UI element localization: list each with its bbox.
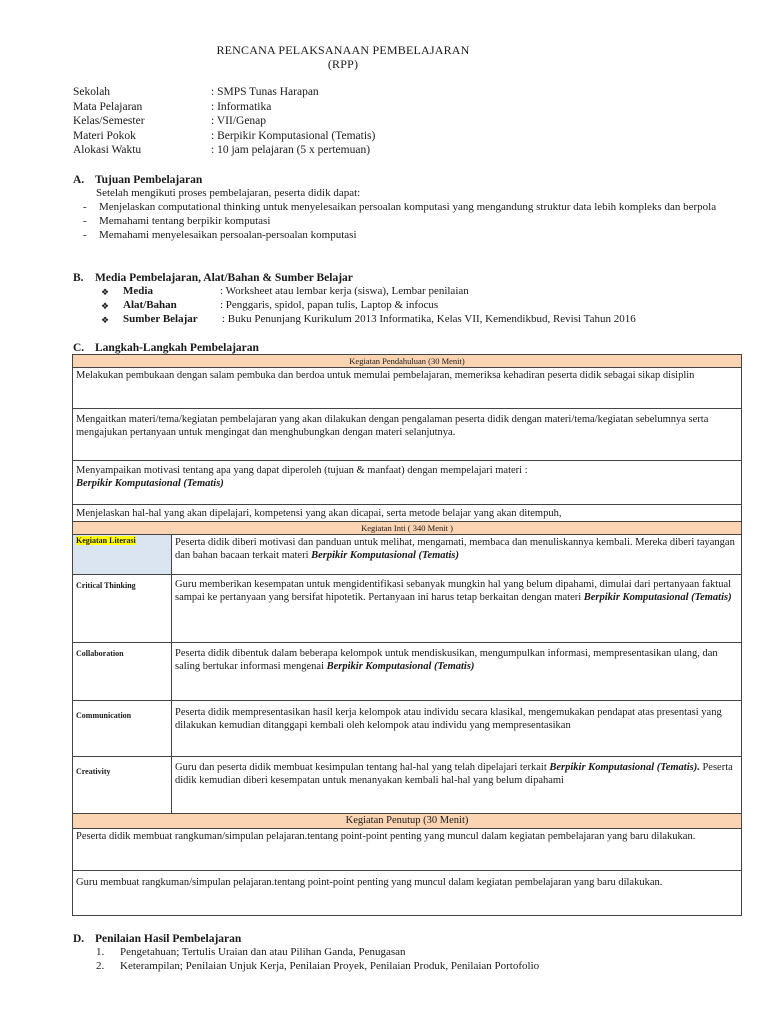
section-title: Penilaian Hasil Pembelajaran — [95, 933, 242, 945]
penutup-row: Peserta didik membuat rangkuman/simpulan pelajaran.tentang point-point penting yang muncul dalam kegiatan pembelajaran yang baru dilakukan. — [73, 829, 742, 871]
section-title: Langkah-Langkah Pembelajaran — [95, 342, 259, 354]
pendahuluan-row: Mengaitkan materi/tema/kegiatan pembelajaran yang akan dilakukan dengan pengalaman peserta didik dengan materi/tema/kegiatan sebelumnya serta mengajukan pertanyaan untuk mengingat dan menghubungkan dengan materi selanjutnya. — [73, 409, 742, 461]
list-item-text: Menjelaskan computational thinking untuk menyelesaikan persoalan komputasi yang mengandung struktur data lebih kompleks dan berpola — [99, 201, 717, 213]
media-label: Sumber Belajar — [123, 313, 198, 325]
document-subtitle: (RPP) — [327, 57, 359, 71]
section-b-heading — [73, 271, 353, 285]
inti-text-after: Peserta didik kemudian diberi kesempatan untuk menanyakan kembali hal-hal yang belum dipahami — [175, 762, 733, 787]
dash-marker: - — [83, 228, 87, 241]
info-label: Mata Pelajaran — [73, 100, 143, 113]
inti-emphasis: Berpikir Komputasional (Tematis) — [311, 550, 459, 562]
info-value: : Informatika — [211, 100, 272, 113]
info-value: : 10 jam pelajaran (5 x pertemuan) — [211, 144, 371, 156]
inti-label-cell — [73, 535, 172, 575]
penilaian-list — [96, 946, 539, 974]
media-list — [101, 285, 636, 327]
inti-label-cell: Creativity — [73, 757, 172, 814]
section-a-intro: Setelah mengikuti proses pembelajaran, peserta didik dapat: — [96, 187, 361, 199]
info-row-alokasi — [73, 143, 375, 158]
inti-label-cell: Communication — [73, 701, 172, 757]
list-item — [83, 229, 739, 243]
media-label: Media — [123, 285, 153, 297]
info-value: : SMPS Tunas Harapan — [211, 86, 319, 98]
list-number: 2. — [96, 960, 105, 972]
pendahuluan-row: Menjelaskan hal-hal yang akan dipelajari, kompetensi yang akan dicapai, serta metode belajar yang akan ditempuh, — [73, 505, 742, 522]
inti-label-cell: Critical Thinking — [73, 575, 172, 643]
section-title: Media Pembelajaran, Alat/Bahan & Sumber Belajar — [95, 272, 353, 284]
list-item — [83, 215, 739, 229]
info-label: Sekolah — [73, 86, 111, 98]
info-row-mapel — [73, 100, 375, 115]
list-item-text: Memahami menyelesaikan persoalan-persoalan komputasi — [99, 228, 357, 241]
pendahuluan-row: Melakukan pembukaan dengan salam pembuka dan berdoa untuk memulai pembelajaran, memeriksa kehadiran peserta didik sebagai sikap disiplin — [73, 368, 742, 409]
section-letter: A. — [73, 174, 85, 186]
pendahuluan-emphasis: Berpikir Komputasional (Tematis) — [76, 478, 224, 490]
diamond-bullet-icon: ❖ — [101, 315, 110, 325]
inti-emphasis: Berpikir Komputasional (Tematis). — [549, 762, 700, 774]
media-item — [101, 285, 636, 299]
media-item — [101, 299, 636, 313]
list-item — [96, 946, 539, 960]
diamond-bullet-icon: ❖ — [101, 287, 110, 297]
inti-header: Kegiatan Inti ( 340 Menit ) — [73, 522, 742, 535]
inti-label: Kegiatan Literasi — [76, 536, 136, 546]
media-item — [101, 313, 636, 327]
media-value: : Penggaris, spidol, papan tulis, Laptop & infocus — [220, 299, 439, 311]
inti-text-cell — [172, 701, 742, 757]
info-label: Kelas/Semester — [73, 115, 145, 127]
media-value: : Worksheet atau lembar kerja (siswa), Lembar penilaian — [220, 285, 469, 297]
inti-text-cell — [172, 757, 742, 814]
pendahuluan-text: Menyampaikan motivasi tentang apa yang dapat diperoleh (tujuan & manfaat) dengan mempelajari materi : — [76, 465, 528, 476]
list-item — [83, 201, 739, 215]
section-a-heading — [73, 173, 202, 187]
inti-text: Peserta didik mempresentasikan hasil kerja kelompok atau individu secara klasikal, mengemukakan pendapat atas presentasi yang dilakukan kemudian ditanggapi kembali oleh kelompok atau individu yang mempresentasikan — [175, 707, 722, 732]
inti-emphasis: Berpikir Komputasional (Tematis) — [326, 661, 475, 673]
list-number: 1. — [96, 946, 105, 958]
inti-text: Peserta didik diberi motivasi dan panduan untuk melihat, mengamati, membaca dan menuliskannya kembali. Mereka diberi tayangan dan bahan bacaan terkait materi — [175, 537, 735, 562]
penutup-row: Guru membuat rangkuman/simpulan pelajaran.tentang point-point penting yang muncul dalam kegiatan pembelajaran yang baru dilakukan. — [73, 871, 742, 916]
inti-text: Guru dan peserta didik membuat kesimpulan tentang hal-hal yang telah dipelajari terkait — [175, 762, 550, 774]
info-label: Alokasi Waktu — [73, 144, 142, 156]
pendahuluan-header: Kegiatan Pendahuluan (30 Menit) — [73, 355, 742, 368]
inti-text-cell — [172, 575, 742, 643]
media-label: Alat/Bahan — [123, 299, 177, 311]
list-item-text: Keterampilan; Penilaian Unjuk Kerja, Penilaian Proyek, Penilaian Produk, Penilaian Portofolio — [120, 960, 540, 972]
section-title: Tujuan Pembelajaran — [95, 174, 203, 186]
info-row-materi — [73, 129, 375, 144]
info-label: Materi Pokok — [73, 129, 136, 142]
pendahuluan-row-motivasi — [73, 461, 742, 505]
section-d-heading — [73, 932, 241, 946]
inti-text-cell — [172, 643, 742, 701]
list-item-text: Pengetahuan; Tertulis Uraian dan atau Pilihan Ganda, Penugasan — [120, 946, 406, 958]
section-letter: B. — [73, 272, 84, 284]
info-value: : Berpikir Komputasional (Tematis) — [211, 129, 376, 142]
document-title: RENCANA PELAKSANAAN PEMBELAJARAN — [216, 43, 470, 57]
list-item-text: Memahami tentang berpikir komputasi — [99, 214, 271, 227]
inti-text-cell — [172, 535, 742, 575]
media-value: : Buku Penunjang Kurikulum 2013 Informatika, Kelas VII, Kemendikbud, Revisi Tahun 2016 — [222, 313, 636, 325]
inti-label-cell: Collaboration — [73, 643, 172, 701]
section-a-list — [83, 201, 739, 242]
inti-emphasis: Berpikir Komputasional (Tematis) — [583, 592, 732, 604]
info-row-kelas — [73, 114, 375, 129]
section-letter: C. — [73, 342, 85, 354]
diamond-bullet-icon: ❖ — [101, 301, 110, 311]
section-letter: D. — [73, 933, 85, 945]
info-row-sekolah — [73, 85, 375, 100]
dash-marker: - — [83, 214, 87, 227]
inti-text: Peserta didik dibentuk dalam beberapa kelompok untuk mendiskusikan, mengumpulkan informasi, mempresentasikan ulang, dan saling bertukar informasi mengenai — [175, 648, 718, 673]
identity-block — [73, 85, 375, 158]
dash-marker: - — [83, 201, 87, 213]
kegiatan-table — [72, 354, 742, 916]
list-item — [96, 960, 539, 974]
penutup-header: Kegiatan Penutup (30 Menit) — [73, 814, 742, 829]
info-value: : VII/Genap — [211, 115, 267, 127]
inti-text: Guru memberikan kesempatan untuk mengidentifikasi sebanyak mungkin hal yang belum dipahami, dimulai dari pertanyaan faktual sampai ke pertanyaan yang bersifat hipotetik. Pertanyaan ini harus tetap berkaitan dengan materi — [175, 579, 732, 604]
